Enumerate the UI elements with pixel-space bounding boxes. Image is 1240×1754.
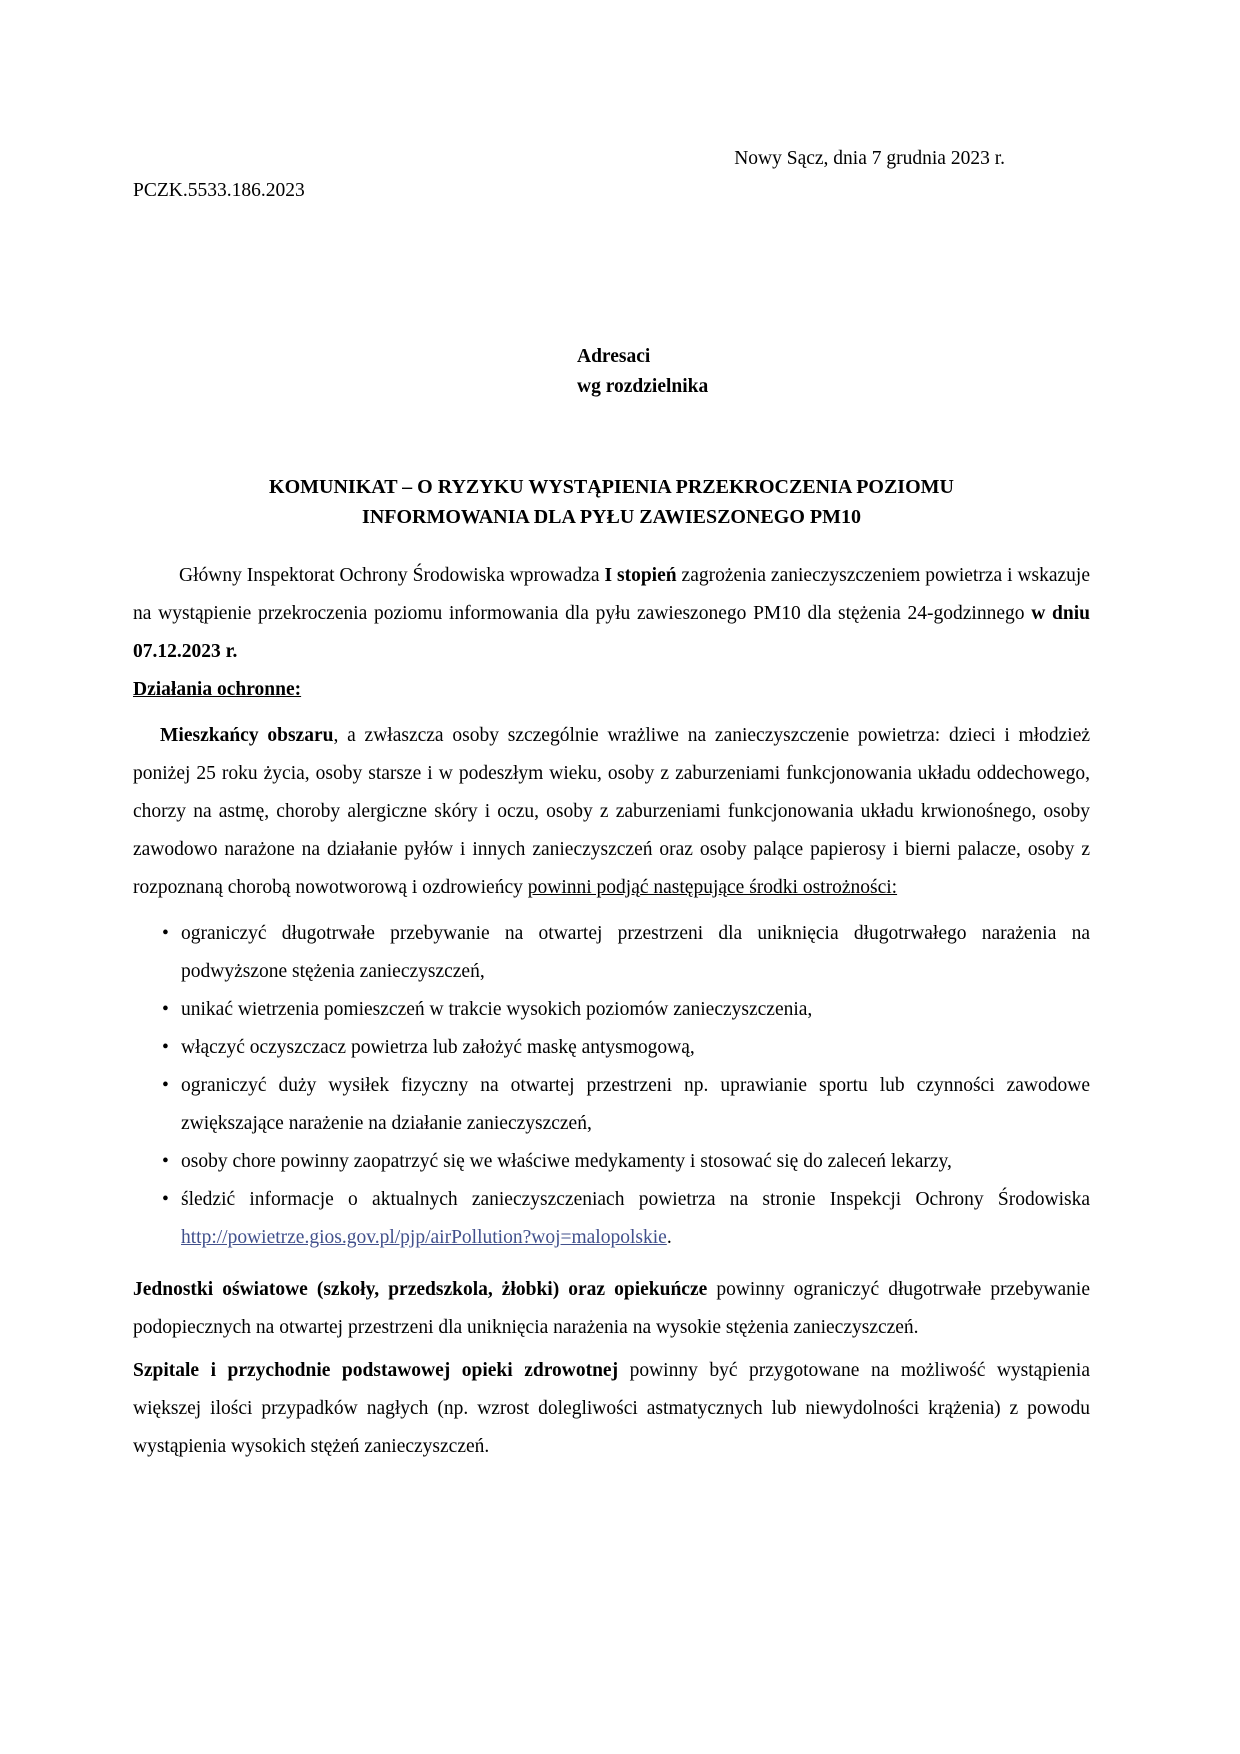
intro-bold-date: w dniu 07.12.2023 r. [133,603,1090,662]
residents-paragraph [133,717,1090,907]
residents-bold-lead: Mieszkańcy obszaru [160,725,334,746]
bullet-icon: • [162,1037,169,1058]
list-item-text: ograniczyć długotrwałe przebywanie na otwartej przestrzeni dla uniknięcia długotrwałego narażenia na podwyższone stężenia zanieczyszczeń, [181,923,1090,982]
residents-text: , a zwłaszcza osoby szczególnie wrażliwe na zanieczyszczenie powietrza: dzieci i młodzież poniżej 25 roku życia, osoby starsze i w podeszłym wieku, osoby z zaburzeniami funkcjonowania układu oddechowego, chorzy na astmę, choroby alergiczne skóry i oczu, osoby z zaburzeniami funkcjonowania układu krwionośnego, osoby zawodowo narażone na działanie pyłów i innych zanieczyszczeń oraz osoby palące papierosy i bierni palacze, osoby z rozpoznaną chorobą nowotworową i ozdrowieńcy [133,725,1091,898]
list-item [162,915,1090,991]
intro-paragraph [133,557,1090,671]
list-item-text: włączyć oczyszczacz powietrza lub założyć maskę antysmogową, [181,1037,695,1058]
document-title [133,472,1090,532]
list-item [162,1029,1090,1067]
list-item [162,1143,1090,1181]
list-item [162,1181,1090,1257]
intro-text-2: zagrożenia zanieczyszczeniem powietrza i wskazuje na wystąpienie przekroczenia poziomu informowania dla pyłu zawieszonego PM10 dla stężenia 24-godzinnego [133,565,1091,624]
addressee-line-1: Adresaci [577,346,651,367]
bullet-icon: • [162,1075,169,1096]
education-paragraph [133,1271,1090,1347]
date-line: Nowy Sącz, dnia 7 grudnia 2023 r. [734,148,1005,169]
addressee-block [577,342,1090,402]
list-item [162,1067,1090,1143]
list-item-text: ograniczyć duży wysiłek fizyczny na otwartej przestrzeni np. uprawianie sportu lub czynności zawodowe zwiększające narażenie na działanie zanieczyszczeń, [181,1075,1090,1134]
section-heading: Działania ochronne: [133,679,302,700]
document-title-line-2: INFORMOWANIA DLA PYŁU ZAWIESZONEGO PM10 [362,506,861,528]
reference-number: PCZK.5533.186.2023 [133,180,305,201]
bullet-icon: • [162,999,169,1020]
list-item-text: śledzić informacje o aktualnych zanieczyszczeniach powietrza na stronie Inspekcji Ochrony Środowiska [181,1189,1090,1210]
precautions-list [133,915,1090,1257]
list-item-text: osoby chore powinny zaopatrzyć się we właściwe medykamenty i stosować się do zaleceń lekarzy, [181,1151,952,1172]
intro-bold-level: I stopień [604,565,677,586]
bullet-icon: • [162,1151,169,1172]
document-title-line-1: KOMUNIKAT – O RYZYKU WYSTĄPIENIA PRZEKROCZENIA POZIOMU [269,476,954,498]
intro-text: Główny Inspektorat Ochrony Środowiska wprowadza [179,565,605,586]
addressee-line-2: wg rozdzielnika [577,376,709,397]
hospitals-paragraph [133,1352,1090,1466]
list-item-text: unikać wietrzenia pomieszczeń w trakcie wysokich poziomów zanieczyszczenia, [181,999,813,1020]
education-bold-lead: Jednostki oświatowe (szkoły, przedszkola, żłobki) oraz opiekuńcze [133,1279,708,1300]
bullet-icon: • [162,923,169,944]
hospitals-bold-lead: Szpitale i przychodnie podstawowej opieki zdrowotnej [133,1360,619,1381]
list-item-suffix: . [666,1227,672,1248]
pollution-info-link[interactable]: http://powietrze.gios.gov.pl/pjp/airPollution?woj=malopolskie [181,1227,667,1248]
list-item [162,991,1090,1029]
bullet-icon: • [162,1189,169,1210]
hospitals-text: powinny być przygotowane na możliwość wystąpienia większej ilości przypadków nagłych (np. wzrost dolegliwości astmatycznych lub niewydolności krążenia) z powodu wystąpienia wysokich stężeń zanieczyszczeń. [133,1360,1090,1457]
education-text: powinny ograniczyć długotrwałe przebywanie podopiecznych na otwartej przestrzeni dla uniknięcia narażenia na wysokie stężenia zanieczyszczeń. [133,1279,1090,1338]
residents-underlined-phrase: powinni podjąć następujące środki ostrożności: [527,877,898,898]
